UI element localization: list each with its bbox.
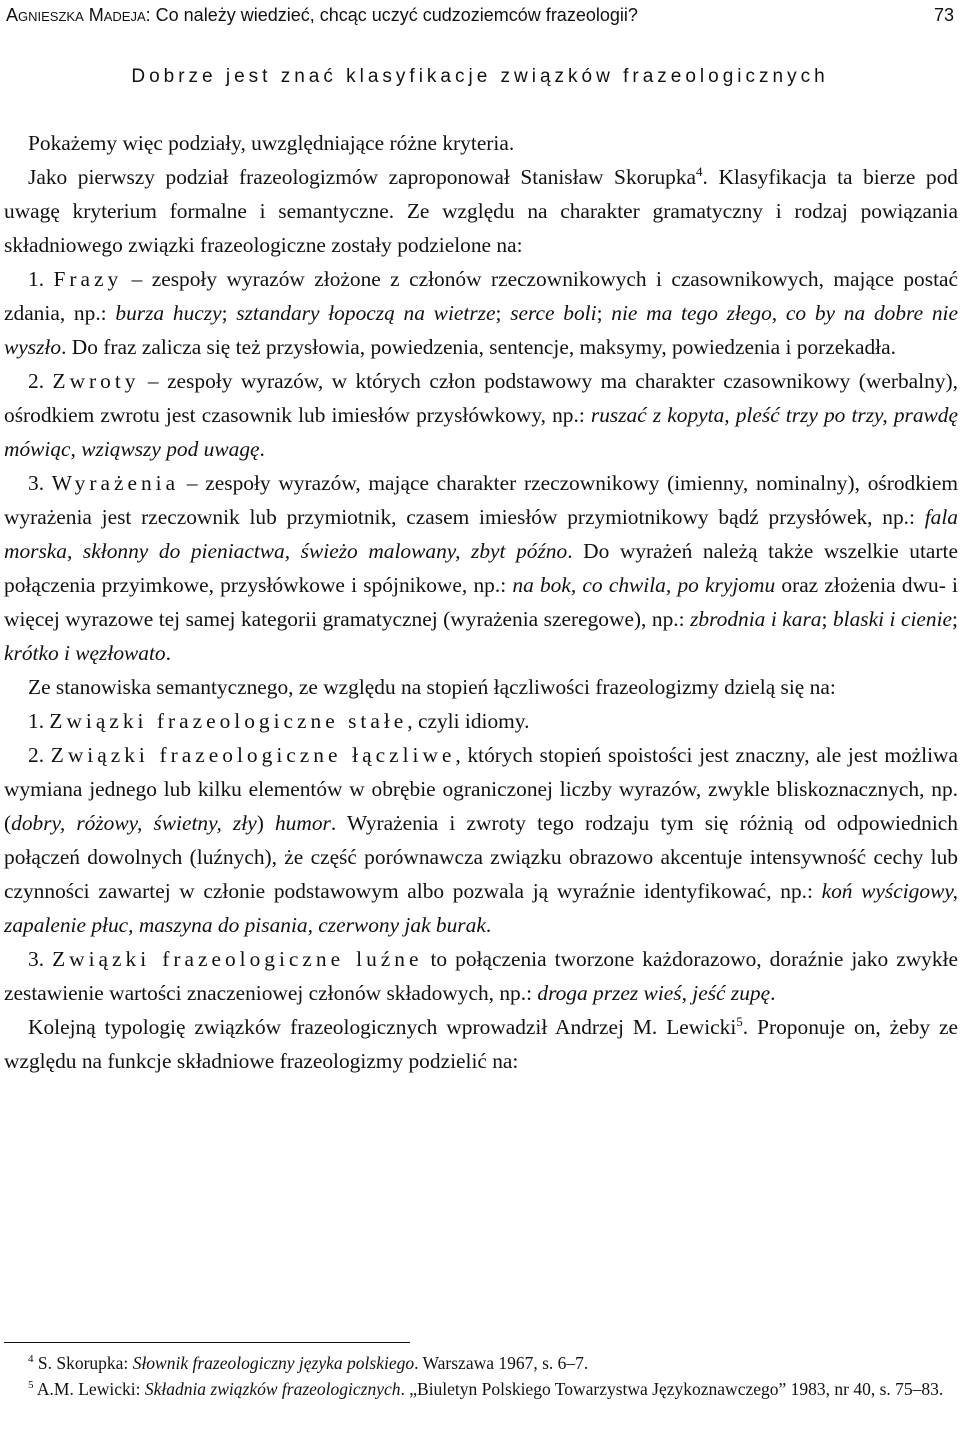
term-wyrazenia: Wyrażenia [51, 471, 180, 495]
paragraph-intro [4, 126, 958, 160]
footnotes [4, 1350, 958, 1402]
list-item-luzne [4, 942, 958, 1010]
example: koń wyścigowy, zapalenie płuc, maszyna do pisania, czerwony jak burak [4, 879, 959, 937]
header-title: Co należy wiedzieć, chcąc uczyć cudzoziemców frazeologii? [155, 5, 638, 25]
section-title: Dobrze jest znać klasyfikacje związków frazeologicznych [131, 66, 829, 87]
footnote-number: 4 [28, 1353, 34, 1366]
separator: ; [821, 607, 833, 631]
item-text: . Do wyrażeń należą także wszelkie utarte połączenia przyimkowe, przysłówkowe i spójnikowe, np.: [4, 539, 958, 597]
paragraph-semantic [4, 670, 958, 704]
example: serce boli [510, 301, 597, 325]
item-text: . [770, 981, 776, 1005]
list-item-wyrazenia [4, 466, 958, 670]
example: nie ma tego złego, co by na dobre nie wyszło [4, 301, 958, 359]
footnote-number: 5 [28, 1379, 34, 1392]
footnote-divider [4, 1342, 410, 1343]
item-text: – zespoły wyrazów złożone z członów rzeczownikowych i czasownikowych, mające postać zdania, np.: [4, 267, 959, 325]
body-text [4, 126, 958, 1078]
separator: ; [952, 607, 958, 631]
footnote-title: Słownik frazeologiczny języka polskiego [132, 1353, 415, 1373]
paragraph-skorupka [4, 160, 958, 262]
example: blaski i cienie [832, 607, 953, 631]
item-text: – zespoły wyrazów, mające charakter rzeczownikowy (imienny, nominalny), ośrodkiem wyrażenia jest rzeczownik lub przymiotnik, czasem imiesłów przymiotnikowy bądź przysłówek, np.: [4, 471, 958, 529]
term-frazy: Frazy [53, 267, 123, 291]
item-text: ) [256, 811, 275, 835]
header-author: Agnieszka Madeja: [6, 5, 151, 25]
separator: ; [596, 301, 612, 325]
term-laczliwe: Związki frazeologiczne łączliwe [50, 743, 456, 767]
item-text: . [259, 437, 265, 461]
footnote-ref-4[interactable]: 4 [696, 163, 703, 179]
item-text: oraz złożenia dwu- i więcej wyrazowe tej samej kategorii gramatycznej (wyrażenia szeregowe), np.: [4, 573, 958, 631]
footnote-text: S. Skorupka: [33, 1353, 133, 1373]
example: sztandary łopoczą na wietrze [236, 301, 496, 325]
list-item-stale [4, 704, 958, 738]
page-number: 73 [933, 5, 954, 25]
item-number: 3. [28, 947, 45, 971]
footnote-5 [4, 1376, 958, 1402]
item-number: 3. [28, 471, 45, 495]
item-text: . Do fraz zalicza się też przysłowia, powiedzenia, sentencje, maksymy, powiedzenia i porzekadła. [61, 335, 896, 359]
example: humor [274, 811, 331, 835]
paragraph-skorupka-text-b: . Klasyfikacja ta bierze pod uwagę kryterium formalne i semantyczne. Ze względu na charakter gramatyczny i rodzaj powiązania składniowego związki frazeologiczne zostały podzielone na: [4, 165, 958, 257]
paragraph-lewicki-text-a: Kolejną typologię związków frazeologicznych wprowadził Andrzej M. Lewicki [28, 1015, 737, 1039]
paragraph-lewicki-text-b: . Proponuje on, żeby ze względu na funkcje składniowe frazeologizmy podzielić na: [4, 1015, 958, 1073]
list-item-laczliwe [4, 738, 958, 942]
item-text: , których stopień spoistości jest znaczny, ale jest możliwa wymiana jednego lub kilku elementów w obrębie ograniczonej liczby wyrazów, zwykle bliskoznacznych, np. ( [4, 743, 958, 835]
item-text: . [165, 641, 171, 665]
running-head [6, 2, 954, 28]
item-text: . Wyrażenia i zwroty tego rodzaju tym się różnią od odpowiednich połączeń dowolnych (luźnych), że część porównawcza związku obrazowo akcentuje intensywność cechy lub czynności zawartej w członie podstawowym albo pozwala ją wyraźnie identyfikować, np.: [4, 811, 958, 903]
example: na bok, co chwila, po kryjomu [512, 573, 776, 597]
item-number: 2. [28, 369, 45, 393]
term-luzne: Związki frazeologiczne luźne [52, 947, 423, 971]
footnote-title: Składnia związków frazeologicznych [144, 1379, 401, 1399]
footnote-4 [4, 1350, 958, 1376]
item-number: 2. [28, 743, 45, 767]
item-text: . [485, 913, 492, 937]
separator: ; [221, 301, 237, 325]
paragraph-lewicki [4, 1010, 958, 1078]
footnote-text: . Warszawa 1967, s. 6–7. [414, 1353, 589, 1373]
item-text: – zespoły wyrazów, w których człon podstawowy ma charakter czasownikowy (werbalny), ośrodkiem zwrotu jest czasownik lub imiesłów przysłówkowy, np.: [4, 369, 958, 427]
item-number: 1. [28, 709, 45, 733]
example: burza huczy [115, 301, 222, 325]
list-item-frazy [4, 262, 958, 364]
term-zwroty: Zwroty [52, 369, 140, 393]
footnote-text: . „Biuletyn Polskiego Towarzystwa Językoznawczego” 1983, nr 40, s. 75–83. [400, 1379, 944, 1399]
paragraph-intro-text: Pokażemy więc podziały, uwzględniające różne kryteria. [28, 131, 515, 155]
example: zbrodnia i kara [690, 607, 822, 631]
example: droga przez wieś, jeść zupę [537, 981, 771, 1005]
example: dobry, różowy, świetny, zły [11, 811, 257, 835]
item-text: to połączenia tworzone każdorazowo, doraźnie jako zwykłe zestawienie wartości znaczeniowej członów składowych, np.: [4, 947, 958, 1005]
example: ruszać z kopyta, pleść trzy po trzy, prawdę mówiąc, wziąwszy pod uwagę [4, 403, 958, 461]
example: fala morska, skłonny do pieniactwa, świeżo malowany, zbyt późno [4, 505, 958, 563]
separator: ; [495, 301, 511, 325]
term-stale: Związki frazeologiczne stałe [49, 709, 408, 733]
footnote-text: A.M. Lewicki: [33, 1379, 145, 1399]
example: krótko i węzłowato [4, 641, 166, 665]
item-text: , czyli idiomy. [407, 709, 530, 733]
paragraph-semantic-text: Ze stanowiska semantycznego, ze względu na stopień łączliwości frazeologizmy dzielą się na: [28, 675, 836, 699]
paragraph-skorupka-text-a: Jako pierwszy podział frazeologizmów zaproponował Stanisław Skorupka [28, 165, 697, 189]
footnote-ref-5[interactable]: 5 [736, 1013, 743, 1029]
item-number: 1. [28, 267, 45, 291]
list-item-zwroty [4, 364, 958, 466]
